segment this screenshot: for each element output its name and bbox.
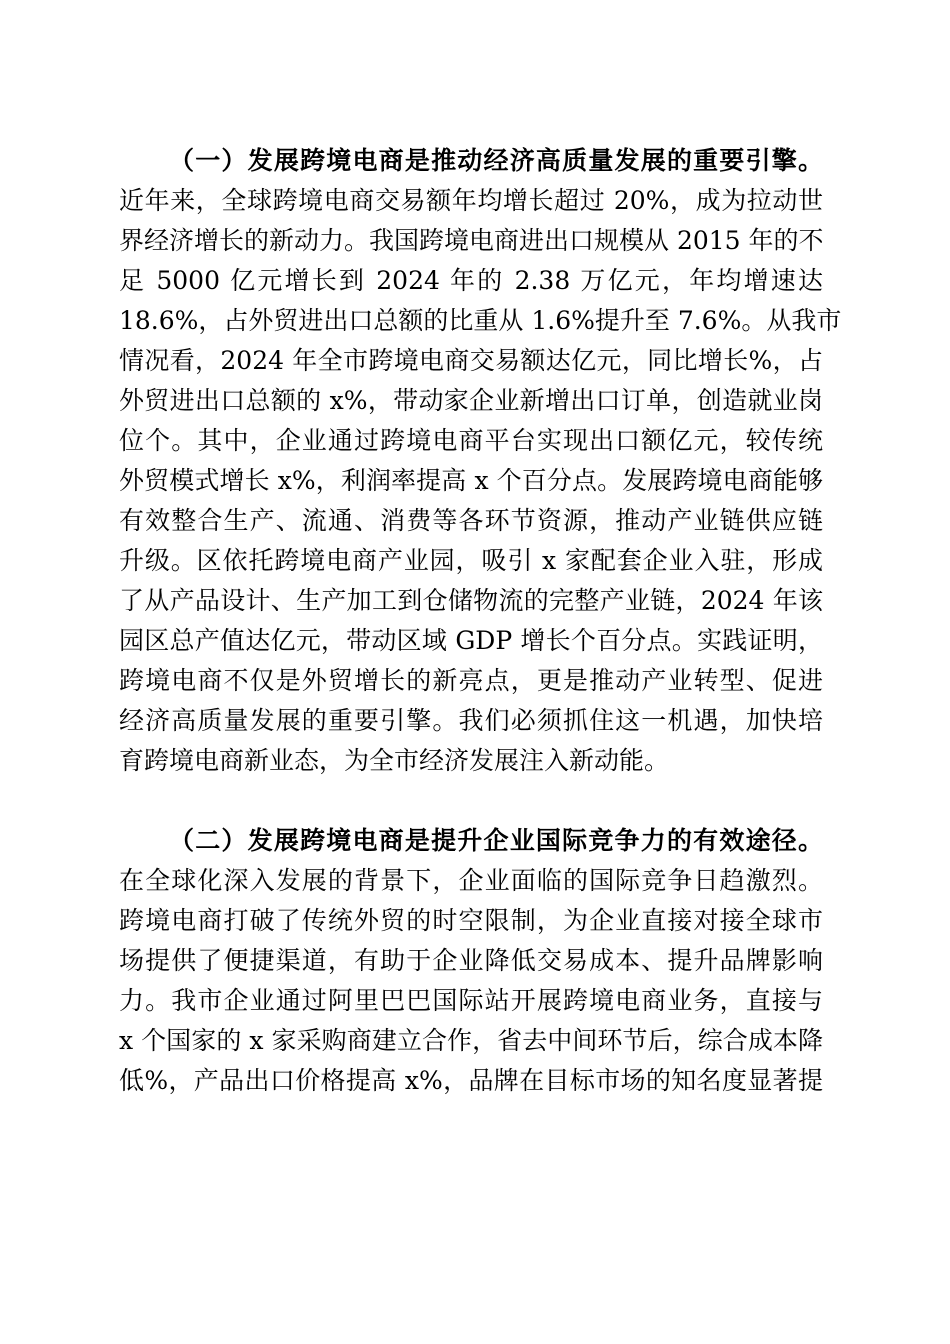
- paragraph-1-line: 近年来，全球跨境电商交易额年均增长超过 20%，成为拉动世: [119, 186, 823, 215]
- paragraph-1-line: 界经济增长的新动力。我国跨境电商进出口规模从 2015 年的不: [119, 226, 824, 255]
- paragraph-1-line: 位个。其中，企业通过跨境电商平台实现出口额亿元，较传统: [119, 426, 823, 455]
- paragraph-1-line: 经济高质量发展的重要引擎。我们必须抓住这一机遇，加快培: [119, 706, 823, 735]
- paragraph-1-line: 足 5000 亿元增长到 2024 年的 2.38 万亿元，年均增速达: [119, 266, 823, 295]
- paragraph-1-line: 跨境电商不仅是外贸增长的新亮点，更是推动产业转型、促进: [119, 666, 823, 695]
- paragraph-2-line: x 个国家的 x 家采购商建立合作，省去中间环节后，综合成本降: [119, 1026, 823, 1055]
- section-heading-2: （二）发展跨境电商是提升企业国际竞争力的有效途径。: [169, 826, 823, 855]
- paragraph-2-line: 低%，产品出口价格提高 x%，品牌在目标市场的知名度显著提: [119, 1066, 823, 1095]
- paragraph-1-line: 升级。区依托跨境电商产业园，吸引 x 家配套企业入驻，形成: [119, 546, 823, 575]
- paragraph-1-line: 外贸模式增长 x%，利润率提高 x 个百分点。发展跨境电商能够: [119, 466, 823, 495]
- paragraph-1-line: 育跨境电商新业态，为全市经济发展注入新动能。: [119, 746, 670, 775]
- paragraph-1-line: 18.6%，占外贸进出口总额的比重从 1.6%提升至 7.6%。从我市: [119, 306, 842, 335]
- paragraph-1-line: 了从产品设计、生产加工到仓储物流的完整产业链，2024 年该: [119, 586, 823, 615]
- paragraph-1-line: 外贸进出口总额的 x%，带动家企业新增出口订单，创造就业岗: [119, 386, 823, 415]
- paragraph-1-line: 园区总产值达亿元，带动区域 GDP 增长个百分点。实践证明，: [119, 626, 823, 655]
- paragraph-2-line: 在全球化深入发展的背景下，企业面临的国际竞争日趋激烈。: [119, 866, 823, 895]
- paragraph-1-line: 有效整合生产、流通、消费等各环节资源，推动产业链供应链: [119, 506, 823, 535]
- paragraph-2-line: 跨境电商打破了传统外贸的时空限制，为企业直接对接全球市: [119, 906, 823, 935]
- section-heading-1: （一）发展跨境电商是推动经济高质量发展的重要引擎。: [169, 146, 823, 175]
- paragraph-2-line: 力。我市企业通过阿里巴巴国际站开展跨境电商业务，直接与: [119, 986, 823, 1015]
- paragraph-1-line: 情况看，2024 年全市跨境电商交易额达亿元，同比增长%，占: [119, 346, 823, 375]
- paragraph-2-line: 场提供了便捷渠道，有助于企业降低交易成本、提升品牌影响: [119, 946, 823, 975]
